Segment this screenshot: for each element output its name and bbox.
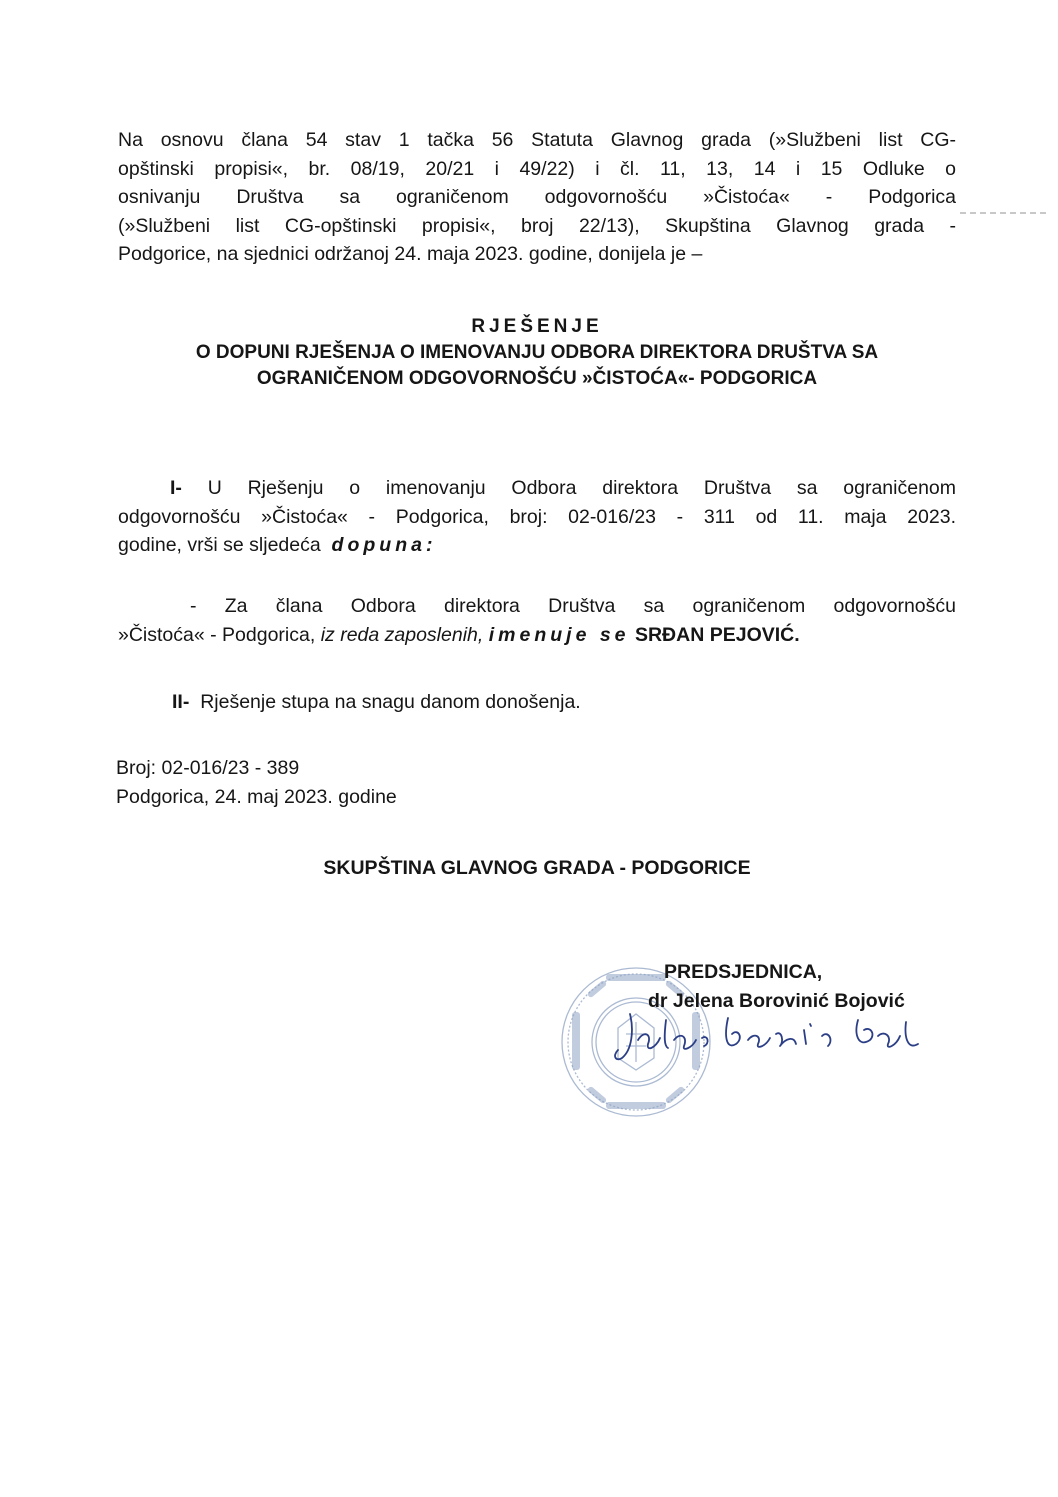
document-place-date: Podgorica, 24. maj 2023. godine [116,786,397,808]
decision-heading: RJEŠENJE [471,316,603,337]
preamble-line: Na osnovu člana 54 stav 1 tačka 56 Statuta Glavnog grada (»Službeni list CG- [118,129,956,151]
decision-subject-line: O DOPUNI RJEŠENJA O IMENOVANJU ODBORA DIREKTORA DRUŠTVA SA [195,342,879,363]
document-meta [116,754,397,812]
section-two [172,688,872,717]
section-text: odgovornošću »Čistoća« - Podgorica, broj: 02-016/23 - 311 od 11. maja 2023. [118,505,956,528]
section-text: U Rješenju o imenovanju Odbora direktora Društva sa ograničenom [207,477,956,499]
section-text: godine, vrši se sljedeća [118,534,321,556]
signatory-name: dr Jelena Borovinić Bojović [648,990,905,1012]
decision-title [118,314,956,392]
handwritten-signature-icon [608,1000,928,1070]
issuing-body: SKUPŠTINA GLAVNOG GRADA - PODGORICE [323,857,751,879]
decision-subject-line: OGRANIČENOM ODGOVORNOŠĆU »ČISTOĆA«- PODGORICA [256,368,818,389]
appointment-italic: iz reda zaposlenih, [320,623,484,646]
section-text: Rješenje stupa na snagu danom donošenja. [200,691,581,713]
appointment-item [118,592,956,649]
emphasis-imenuje: imenuje se [488,623,630,646]
preamble-line: Podgorice, na sjednici održanoj 24. maja 2023. godine, donijela je – [118,243,703,265]
section-numeral: I- [170,477,182,499]
preamble-line: osnivanju Društva sa ograničenom odgovornošću »Čistoća« - Podgorica [118,186,956,208]
signatory-role: PREDSJEDNICA, [664,961,823,983]
appointment-text: - Za člana Odbora direktora Društva sa ograničenom odgovornošću [190,595,956,617]
section-one [118,474,956,560]
preamble-line: (»Službeni list CG-opštinski propisi«, broj 22/13), Skupština Glavnog grada - [118,214,956,237]
section-numeral: II- [172,691,190,713]
scan-artifact [960,212,1050,214]
appointment-text: »Čistoća« - Podgorica, [118,623,316,646]
emphasis-dopuna: dopuna: [331,534,437,556]
preamble-line: opštinski propisi«, br. 08/19, 20/21 i 49/22) i čl. 11, 13, 14 i 15 Odluke o [118,157,956,180]
appointee-name: SRĐAN PEJOVIĆ. [634,623,800,646]
document-number: Broj: 02-016/23 - 389 [116,757,300,779]
preamble [118,126,956,269]
